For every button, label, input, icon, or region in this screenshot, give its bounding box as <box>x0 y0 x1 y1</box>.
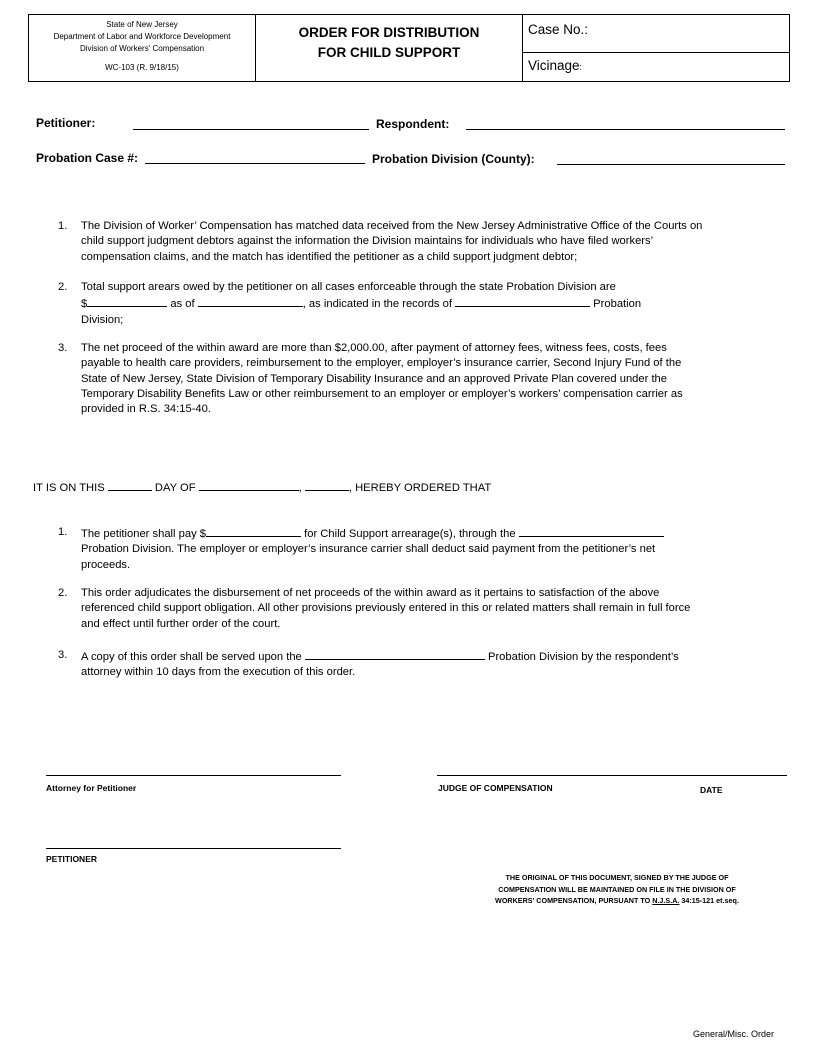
case-info <box>523 15 789 81</box>
respondent-input-line[interactable] <box>466 129 785 130</box>
notice-line2: COMPENSATION WILL BE MAINTAINED ON FILE IN THE DIVISION OF <box>498 884 736 894</box>
order-1-number: 1. <box>58 526 68 538</box>
title-line2: FOR CHILD SUPPORT <box>317 45 461 60</box>
finding-3-number: 3. <box>58 342 68 354</box>
day-blank[interactable] <box>108 479 152 491</box>
order-1-part1: The petitioner shall pay $ <box>81 528 207 540</box>
order-intro <box>33 479 491 494</box>
case-no-label: Case No.: <box>528 22 589 37</box>
agency-state: State of New Jersey <box>106 20 178 29</box>
order-3-part2: Probation Division by the respondent’s <box>484 651 679 663</box>
notice-line3-pre: WORKERS' COMPENSATION, PURSUANT TO <box>495 896 653 905</box>
arrears-date-blank[interactable] <box>198 295 303 307</box>
order-3-line1 <box>81 648 706 665</box>
filing-notice <box>467 872 767 907</box>
form-title <box>256 15 523 81</box>
agency-department: Department of Labor and Workforce Development <box>53 32 231 41</box>
notice-line3-post: 34:15-121 et.seq. <box>679 896 739 905</box>
form-id: WC-103 (R. 9/18/15) <box>105 63 179 72</box>
finding-1-text: The Division of Worker’ Compensation has matched data received from the New Jersey Administrative Office of the Courts on child support judgment debtors against the information the Division maintains for individuals who have filed workers’ compensation claims, and the match has identified the petitioner as a child support judgment debtor; <box>81 220 703 263</box>
notice-statute: N.J.S.A. <box>652 896 680 905</box>
order-2-number: 2. <box>58 587 68 599</box>
form-header <box>28 14 790 82</box>
records-text: , as indicated in the records of <box>302 298 456 311</box>
vicinage-label <box>528 58 582 73</box>
finding-2-line2 <box>81 295 706 312</box>
order-2-text: This order adjudicates the disbursement of net proceeds of the within award as it pertains to satisfaction of the above referenced child support obligation. All other provisions previously entered in this or related matters shall remain in full force and effect until further order of the court. <box>81 587 691 630</box>
agency-block <box>29 15 256 81</box>
probation-division-input-line[interactable] <box>557 164 785 165</box>
year-blank[interactable] <box>305 479 349 491</box>
order-intro-part1: IT IS ON THIS <box>33 482 108 494</box>
order-3-line2: attorney within 10 days from the execution of this order. <box>81 666 356 679</box>
probation-county-blank[interactable] <box>519 525 664 537</box>
attorney-label: Attorney for Petitioner <box>46 783 137 793</box>
date-label: DATE <box>700 785 723 795</box>
probation-case-label: Probation Case #: <box>36 151 139 165</box>
title-line1: ORDER FOR DISTRIBUTION <box>298 25 480 40</box>
arrears-amount-blank[interactable] <box>87 295 167 307</box>
judge-signature-line[interactable] <box>437 775 787 776</box>
finding-2-text <box>81 280 706 328</box>
petitioner-label: Petitioner: <box>36 116 96 130</box>
notice-line1: THE ORIGINAL OF THIS DOCUMENT, SIGNED BY THE JUDGE OF <box>505 873 729 882</box>
order-intro-part2: DAY OF <box>151 482 199 494</box>
finding-2-number: 2. <box>58 281 68 293</box>
case-no-field[interactable] <box>523 15 789 53</box>
order-3-number: 3. <box>58 649 68 661</box>
agency-division: Division of Workers' Compensation <box>79 44 205 53</box>
finding-3-text: The net proceed of the within award are more than $2,000.00, after payment of attorney fees, witness fees, costs, fees payable to health care providers, reimbursement to the employer, employer’s insurance carrier, Second Injury Fund of the State of New Jersey, State Division of Temporary Disability Insurance and an approved Private Plan covered under the Temporary Disability Benefits Law or other reimbursement to an employer or employer’s workers’ compensation carrier as provided in R.S. 34:15-40. <box>81 342 683 416</box>
vicinage-text: Vicinage <box>528 58 580 73</box>
vicinage-field[interactable] <box>523 53 791 82</box>
petitioner-signature-label: PETITIONER <box>46 854 98 864</box>
judge-label: JUDGE OF COMPENSATION <box>438 783 553 793</box>
month-blank[interactable] <box>199 479 299 491</box>
probation-division-label: Probation Division (County): <box>372 152 535 166</box>
order-1-text <box>81 525 706 573</box>
service-county-blank[interactable] <box>305 648 485 660</box>
finding-2-line3: Division; <box>81 313 124 326</box>
petitioner-signature-line[interactable] <box>46 848 341 849</box>
respondent-label: Respondent: <box>376 117 450 131</box>
payment-amount-blank[interactable] <box>206 525 301 537</box>
finding-2-line1: Total support arears owed by the petitioner on all cases enforceable through the state Probation Division are <box>81 281 616 293</box>
order-intro-part4: , HEREBY ORDERED THAT <box>348 482 492 494</box>
finding-1-number: 1. <box>58 220 68 232</box>
order-intro-part3: , <box>298 482 305 494</box>
probation-case-input-line[interactable] <box>145 163 365 164</box>
probation-text: Probation <box>590 298 642 311</box>
as-of-text: as of <box>167 298 198 311</box>
petitioner-input-line[interactable] <box>133 129 369 130</box>
attorney-signature-line[interactable] <box>46 775 341 776</box>
vicinage-colon: : <box>579 62 583 72</box>
order-3-part1: A copy of this order shall be served upon the <box>81 651 305 663</box>
notice-line3 <box>467 895 767 907</box>
order-1-line1 <box>81 525 706 542</box>
order-3-text <box>81 648 706 681</box>
dollar-sign: $ <box>81 298 88 311</box>
order-1-part2: for Child Support arrearage(s), through the <box>301 528 519 540</box>
footer-form-type: General/Misc. Order <box>693 1029 775 1039</box>
order-1-rest: Probation Division. The employer or employer’s insurance carrier shall deduct said payment from the petitioner’s net proceeds. <box>81 543 656 571</box>
records-county-blank[interactable] <box>455 295 590 307</box>
